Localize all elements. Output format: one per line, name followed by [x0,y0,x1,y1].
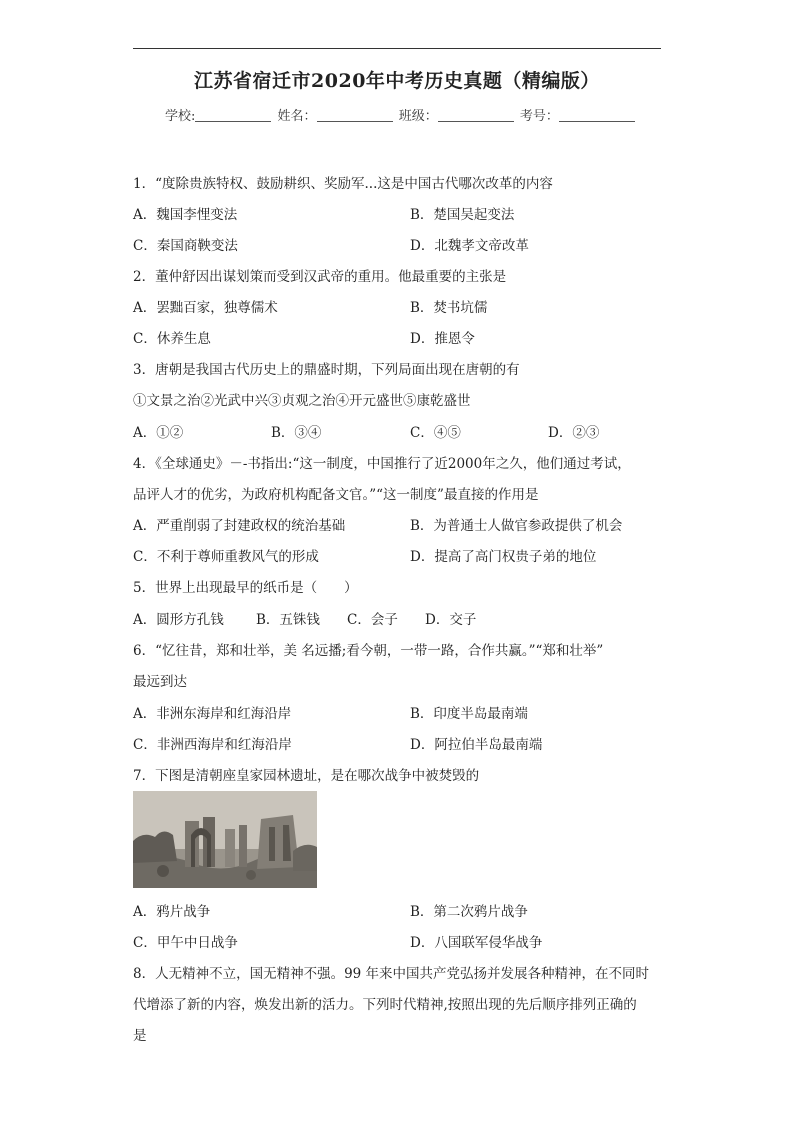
question-stem-continued: ①文景之治②光武中兴③贞观之治④开元盛世⑤康乾盛世 [133,393,471,409]
page-title: 江苏省宿迁市2020年中考历史真题（精编版） [194,70,600,92]
top-rule [133,48,661,49]
option: C．不利于尊师重教风气的形成 [133,549,319,565]
option: A．鸦片战争 [133,904,211,920]
exam-no-label: 考号： [519,109,559,124]
option: D．阿拉伯半岛最南端 [410,737,543,753]
option: A．圆形方孔钱 [133,612,224,628]
option: D．北魏孝文帝改革 [410,238,529,254]
option: D．交子 [425,612,477,628]
option: A．①② [133,425,184,441]
option: C．甲午中日战争 [133,935,238,951]
question-stem-continued: 最远到达 [133,674,187,690]
option: C．非洲西海岸和红海沿岸 [133,737,292,753]
option: D．推恩令 [410,331,475,347]
question-stem-continued: 代增添了新的内容，焕发出新的活力。下列时代精神,按照出现的先后顺序排列正确的 [133,997,637,1013]
option: C．秦国商鞅变法 [133,238,238,254]
class-label: 班级： [398,109,438,124]
name-label: 姓名： [277,109,317,124]
question-stem: 8．人无精神不立，国无精神不强。99 年来中国共产党弘扬并发展各种精神，在不同时 [133,966,650,982]
question-stem-continued: 品评人才的优劣，为政府机构配备文官。”“这一制度”最直接的作用是 [133,487,539,503]
question-stem-continued: 是 [133,1028,147,1044]
question-stem: 7．下图是清朝座皇家园林遗址，是在哪次战争中被焚毁的 [133,768,480,784]
option: C．会子 [347,612,398,628]
option: A．严重削弱了封建政权的统治基础 [133,518,346,534]
option: B．第二次鸦片战争 [410,904,528,920]
option: A．非洲东海岸和红海沿岸 [133,706,292,722]
option: B．③④ [271,425,322,441]
question-stem: 5．世界上出现最早的纸币是（ ） [133,580,358,596]
option: D．提高了高门权贵子弟的地位 [410,549,597,565]
option: A．魏国李悝变法 [133,207,238,223]
option: B．楚国吴起变法 [410,207,515,223]
option: A．罢黜百家，独尊儒术 [133,300,278,316]
ruins-photo [133,791,317,888]
option: B．印度半岛最南端 [410,706,528,722]
class-blank [438,109,514,122]
question-stem: 2．董仲舒因出谋划策而受到汉武帝的重用。他最重要的主张是 [133,269,507,285]
option: D．②③ [548,425,600,441]
student-info-line [165,105,637,124]
question-stem: 3．唐朝是我国古代历史上的鼎盛时期，下列局面出现在唐朝的有 [133,362,520,378]
name-blank [317,109,393,122]
option: B．焚书坑儒 [410,300,488,316]
school-label: 学校: [165,109,196,124]
option: C．休养生息 [133,331,211,347]
question-stem: 4．《全球通史》－-书指出:“这一制度，中国推行了近2000年之久，他们通过考试， [133,456,631,472]
question-stem: 6．“忆往昔，郑和壮举，美 名远播;看今朝，一带一路，合作共赢。”“郑和壮举” [133,643,604,659]
option: B．为普通士人做官参政提供了机会 [410,518,623,534]
question-stem: 1．“度除贵族特权、鼓励耕织、奖励军...这是中国古代哪次改革的内容 [133,176,553,192]
school-blank [195,109,271,122]
option: D．八国联军侵华战争 [410,935,543,951]
exam-no-blank [559,109,635,122]
option: C．④⑤ [410,425,461,441]
option: B．五铢钱 [256,612,320,628]
